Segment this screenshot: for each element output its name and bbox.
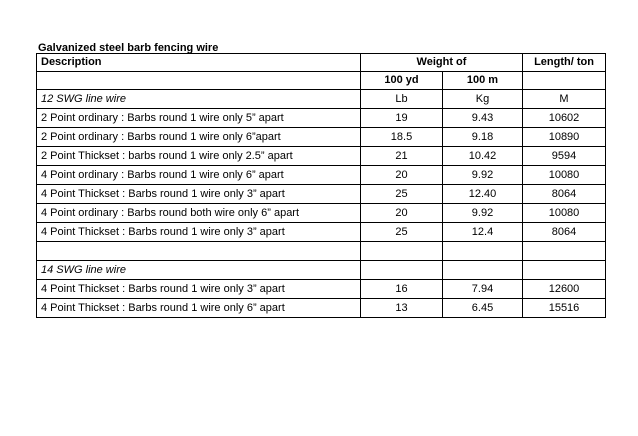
row-description: 4 Point Thickset : Barbs round 1 wire only 3” apart (37, 185, 361, 204)
row-description: 4 Point Thickset : Barbs round 1 wire only 6” apart (37, 299, 361, 318)
unit-kg: Kg (443, 90, 523, 109)
table-row (37, 185, 606, 204)
row-kg: 9.18 (443, 128, 523, 147)
subheader-blank (37, 72, 361, 90)
barb-wire-table (36, 53, 606, 318)
subheader-100yd: 100 yd (361, 72, 443, 90)
subheader-row (37, 72, 606, 90)
table-row (37, 299, 606, 318)
row-kg: 10.42 (443, 147, 523, 166)
section-name: 12 SWG line wire (37, 90, 361, 109)
row-description: 4 Point Thickset : Barbs round 1 wire only 3” apart (37, 280, 361, 299)
table-row (37, 223, 606, 242)
row-kg: 12.4 (443, 223, 523, 242)
row-lb: 20 (361, 204, 443, 223)
empty-cell (361, 261, 443, 280)
table-row (37, 147, 606, 166)
header-description: Description (37, 54, 361, 72)
table-row (37, 109, 606, 128)
unit-lb: Lb (361, 90, 443, 109)
row-m: 10602 (523, 109, 606, 128)
table-row (37, 128, 606, 147)
empty-cell (37, 242, 361, 261)
section-row (37, 261, 606, 280)
row-description: 4 Point Thickset : Barbs round 1 wire only 3” apart (37, 223, 361, 242)
section-name: 14 SWG line wire (37, 261, 361, 280)
row-lb: 19 (361, 109, 443, 128)
empty-cell (443, 261, 523, 280)
row-lb: 18.5 (361, 128, 443, 147)
header-length-per-ton: Length/ ton (523, 54, 606, 72)
row-lb: 16 (361, 280, 443, 299)
row-lb: 20 (361, 166, 443, 185)
unit-m: M (523, 90, 606, 109)
section-row (37, 90, 606, 109)
empty-cell (443, 242, 523, 261)
row-m: 8064 (523, 185, 606, 204)
empty-cell (361, 242, 443, 261)
row-kg: 9.92 (443, 204, 523, 223)
row-description: 2 Point ordinary : Barbs round 1 wire only 5” apart (37, 109, 361, 128)
row-description: 4 Point ordinary : Barbs round 1 wire only 6” apart (37, 166, 361, 185)
row-lb: 21 (361, 147, 443, 166)
row-m: 8064 (523, 223, 606, 242)
table-row (37, 280, 606, 299)
row-kg: 9.92 (443, 166, 523, 185)
row-description: 2 Point ordinary : Barbs round 1 wire only 6”apart (37, 128, 361, 147)
subheader-100m: 100 m (443, 72, 523, 90)
row-m: 10080 (523, 166, 606, 185)
empty-row (37, 242, 606, 261)
subheader-blank (523, 72, 606, 90)
row-m: 10890 (523, 128, 606, 147)
row-kg: 6.45 (443, 299, 523, 318)
empty-cell (523, 242, 606, 261)
table-row (37, 204, 606, 223)
empty-cell (523, 261, 606, 280)
row-m: 12600 (523, 280, 606, 299)
table-row (37, 166, 606, 185)
row-lb: 13 (361, 299, 443, 318)
header-weight-of: Weight of (361, 54, 523, 72)
header-row (37, 54, 606, 72)
row-m: 9594 (523, 147, 606, 166)
row-m: 15516 (523, 299, 606, 318)
row-kg: 7.94 (443, 280, 523, 299)
table-title: Galvanized steel barb fencing wire (38, 42, 219, 54)
row-m: 10080 (523, 204, 606, 223)
row-lb: 25 (361, 185, 443, 204)
row-description: 4 Point ordinary : Barbs round both wire only 6” apart (37, 204, 361, 223)
row-kg: 12.40 (443, 185, 523, 204)
row-description: 2 Point Thickset : barbs round 1 wire only 2.5” apart (37, 147, 361, 166)
row-kg: 9.43 (443, 109, 523, 128)
row-lb: 25 (361, 223, 443, 242)
